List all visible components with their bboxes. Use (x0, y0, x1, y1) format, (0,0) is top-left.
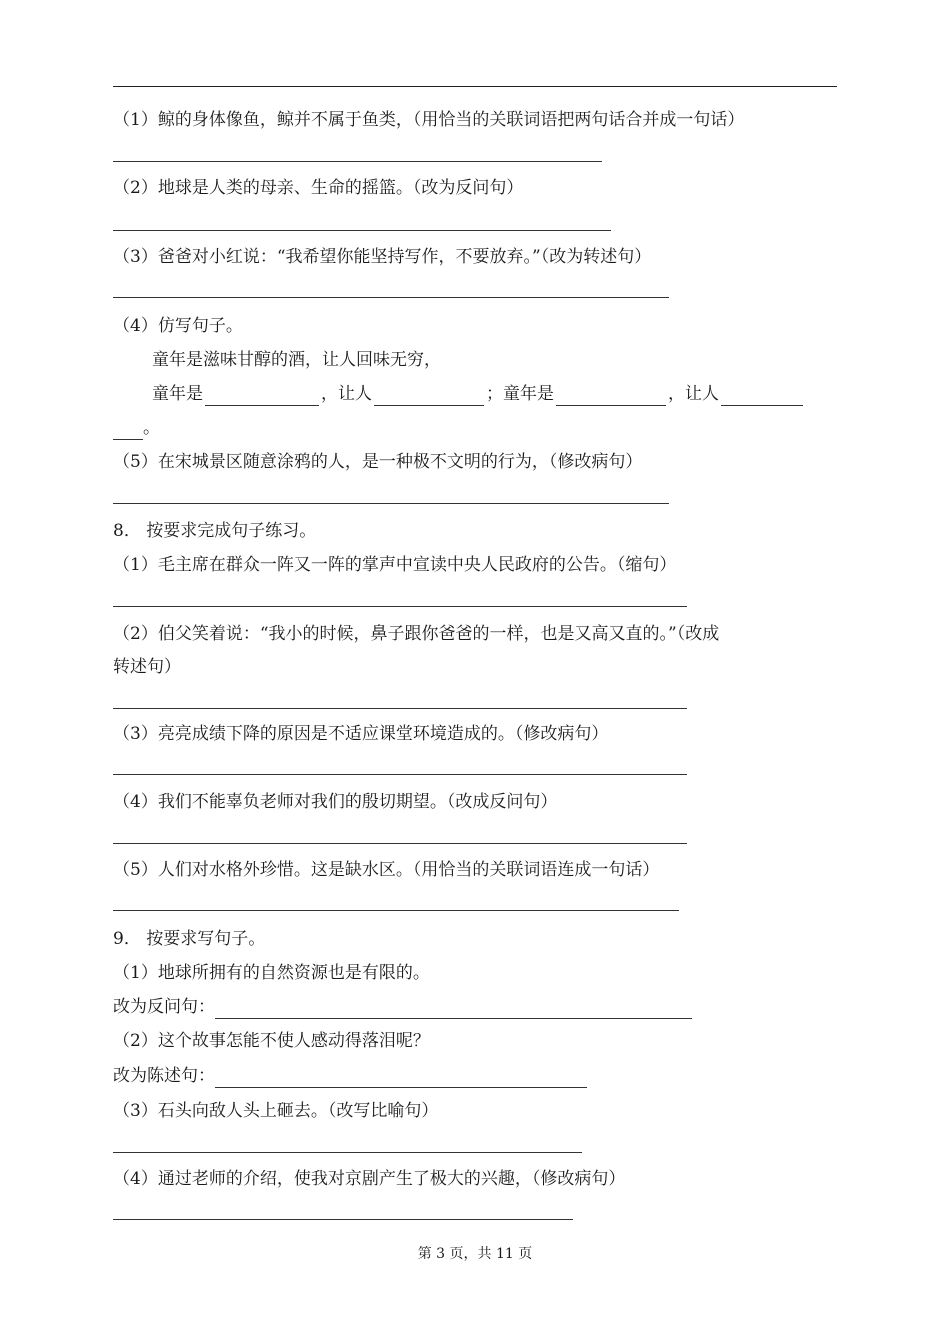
q7-item-1: （1）鲸的身体像鱼，鲸并不属于鱼类，（用恰当的关联词语把两句话合并成一句话） (113, 110, 745, 130)
answer-line[interactable] (113, 1152, 582, 1153)
example-sentence: 童年是滋味甘醇的酒，让人回味无穷， (152, 350, 441, 370)
answer-line[interactable] (113, 1219, 573, 1220)
rewrite-label: 改为陈述句： (113, 1066, 215, 1086)
q8-item-2: （2）伯父笑着说：“我小的时候，鼻子跟你爸爸的一样，也是又高又直的。”（改成 (113, 624, 720, 644)
top-rule (113, 86, 837, 87)
q9-rewrite-1 (113, 995, 692, 1019)
answer-line[interactable] (113, 843, 687, 844)
fill-text: ，让人 (668, 384, 719, 404)
q7-item-4: （4）仿写句子。 (113, 316, 243, 336)
q9-title: 9． 按要求写句子。 (113, 929, 266, 949)
answer-line[interactable] (113, 503, 669, 504)
q9-item-4: （4）通过老师的介绍，使我对京剧产生了极大的兴趣，（修改病句） (113, 1169, 626, 1189)
q7-item-3: （3）爸爸对小红说：“我希望你能坚持写作，不要放弃。”（改为转述句） (113, 247, 652, 267)
answer-line[interactable] (215, 1069, 587, 1088)
fill-blank[interactable] (205, 387, 319, 406)
q9-item-3: （3）石头向敌人头上砸去。（改写比喻句） (113, 1101, 439, 1121)
q9-item-2: （2）这个故事怎能不使人感动得落泪呢？ (113, 1031, 430, 1051)
answer-line[interactable] (113, 708, 687, 709)
page-footer: 第 3 页，共 11 页 (417, 1246, 533, 1262)
q7-item-2: （2）地球是人类的母亲、生命的摇篮。（改为反问句） (113, 178, 524, 198)
fill-text: ，让人 (321, 384, 372, 404)
fill-blank[interactable] (113, 421, 143, 440)
q8-item-2-cont: 转述句） (113, 657, 181, 677)
answer-line[interactable] (113, 774, 687, 775)
q8-item-4: （4）我们不能辜负老师对我们的殷切期望。（改成反问句） (113, 792, 558, 812)
fill-text: 。 (143, 418, 160, 438)
answer-line[interactable] (113, 606, 687, 607)
fill-sentence-end (113, 416, 160, 440)
q8-item-1: （1）毛主席在群众一阵又一阵的掌声中宣读中央人民政府的公告。（缩句） (113, 555, 677, 575)
q7-item-5: （5）在宋城景区随意涂鸦的人，是一种极不文明的行为，（修改病句） (113, 452, 643, 472)
fill-sentence (152, 382, 805, 406)
answer-line[interactable] (113, 161, 602, 162)
fill-blank[interactable] (721, 387, 803, 406)
answer-line[interactable] (215, 1000, 692, 1019)
q8-item-5: （5）人们对水格外珍惜。这是缺水区。（用恰当的关联词语连成一句话） (113, 860, 660, 880)
rewrite-label: 改为反问句： (113, 997, 215, 1017)
q9-rewrite-2 (113, 1064, 587, 1088)
fill-blank[interactable] (374, 387, 484, 406)
answer-line[interactable] (113, 910, 679, 911)
q8-title: 8． 按要求完成句子练习。 (113, 521, 317, 541)
fill-text: ；童年是 (486, 384, 554, 404)
q9-item-1: （1）地球所拥有的自然资源也是有限的。 (113, 963, 430, 983)
fill-text: 童年是 (152, 384, 203, 404)
answer-line[interactable] (113, 297, 669, 298)
fill-blank[interactable] (556, 387, 666, 406)
answer-line[interactable] (113, 230, 611, 231)
q8-item-3: （3）亮亮成绩下降的原因是不适应课堂环境造成的。（修改病句） (113, 724, 609, 744)
